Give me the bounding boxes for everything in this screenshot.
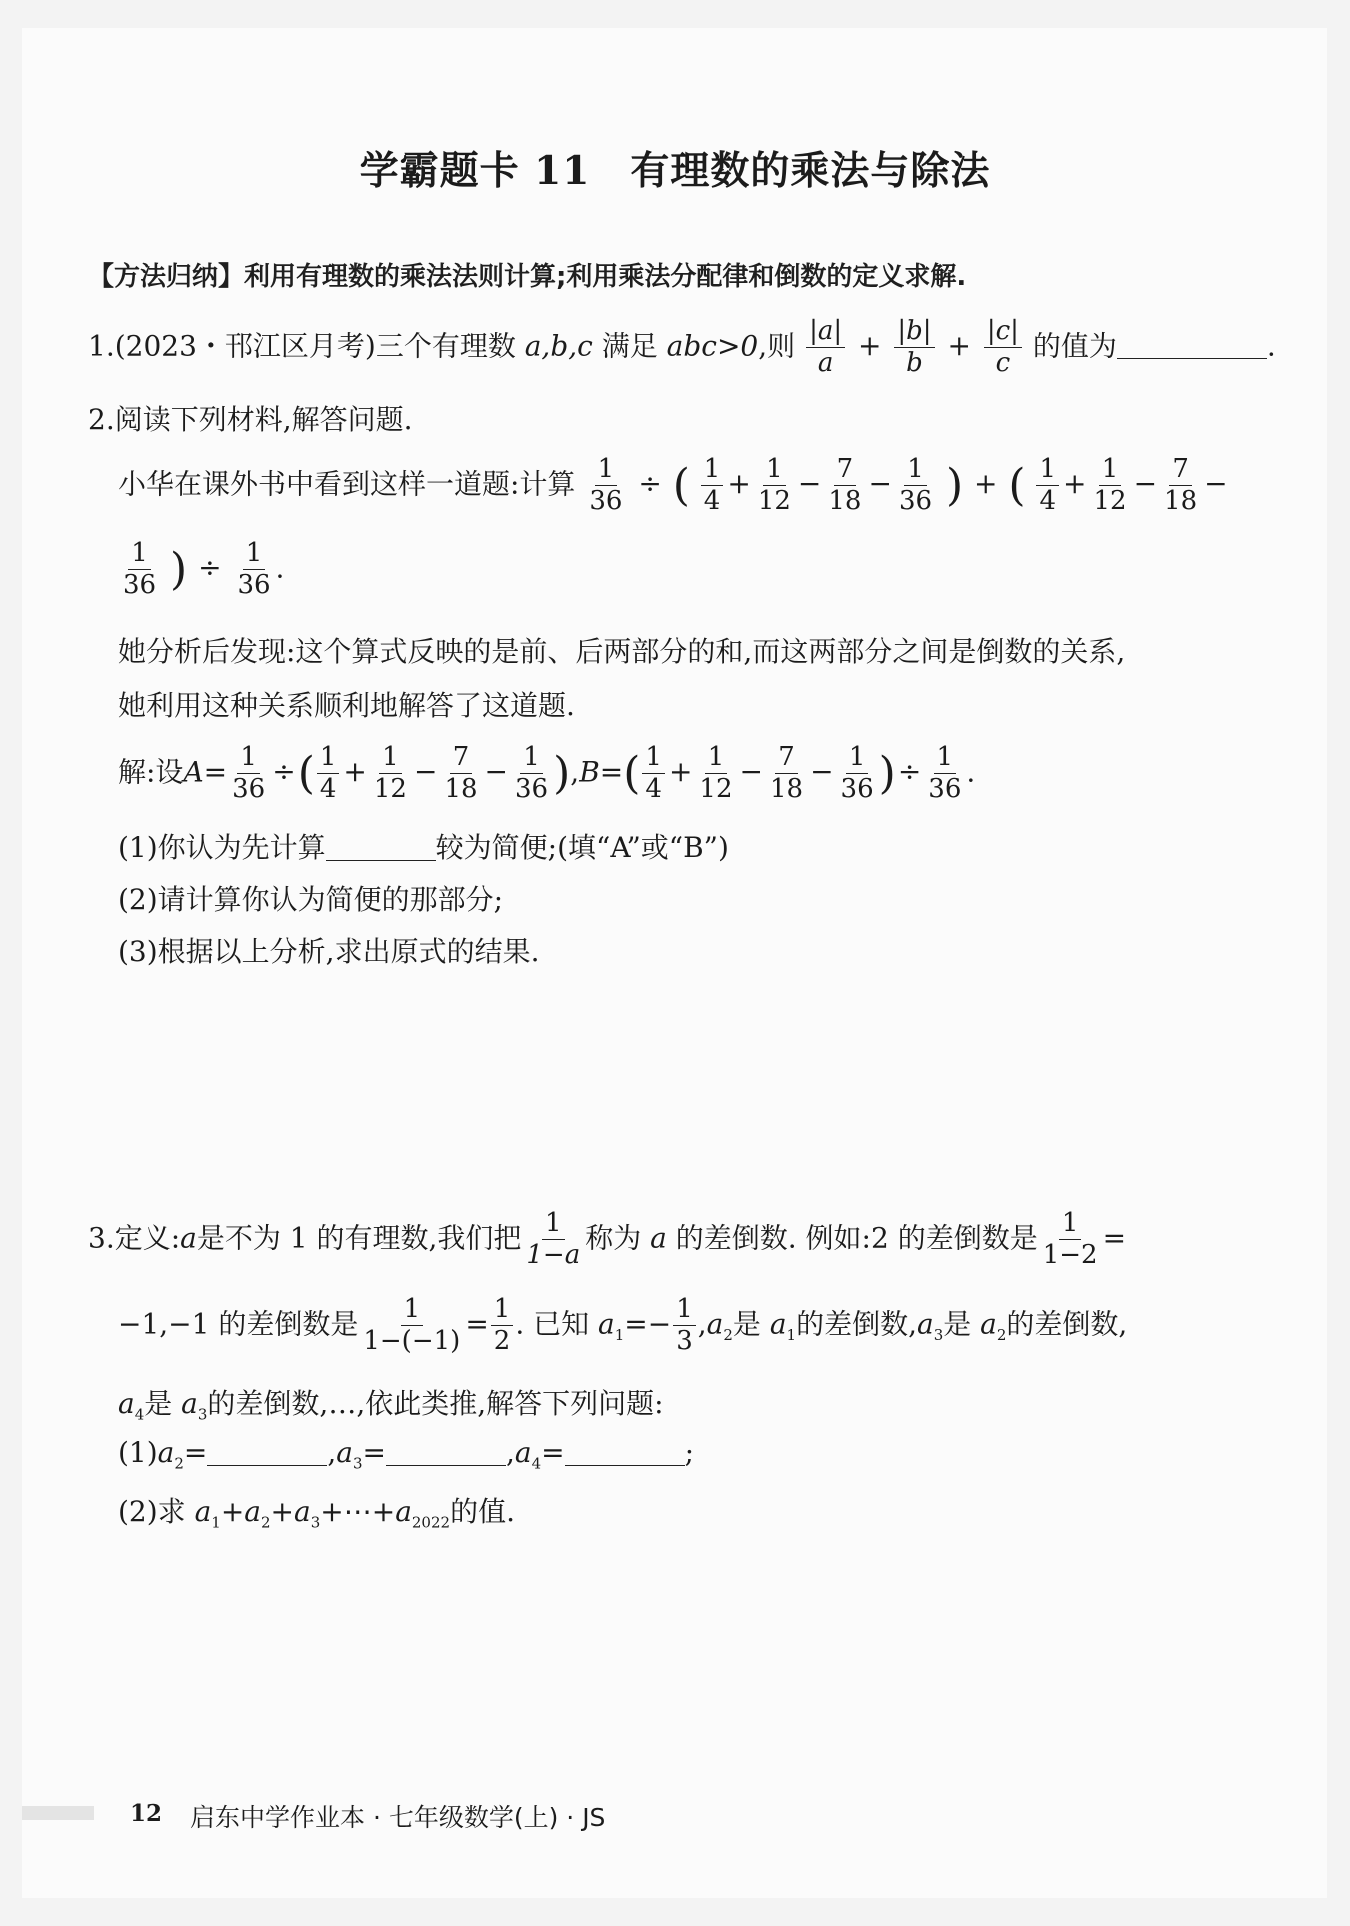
subscript: 2 (261, 1513, 271, 1532)
denominator: 1−2 (1042, 1240, 1098, 1271)
fraction (755, 456, 794, 516)
question-3-line3 (118, 1382, 664, 1424)
q1-then: ,则 (758, 329, 796, 363)
subscript: 1 (211, 1513, 221, 1532)
fraction (673, 1296, 696, 1356)
q2-sub1-text: (1)你认为先计算 (118, 831, 326, 864)
denominator: 18 (828, 486, 862, 517)
numerator: 1 (128, 540, 151, 570)
page-title (0, 140, 1350, 196)
denominator: 36 (237, 570, 271, 601)
left-paren: ( (623, 747, 641, 799)
answer-blank[interactable] (326, 836, 436, 861)
fraction (1161, 456, 1200, 516)
subscript: 3 (353, 1454, 363, 1473)
denominator: 1−a (526, 1240, 581, 1271)
q1-end: . (1266, 329, 1276, 363)
method-summary: 【方法归纳】利用有理数的乘法法则计算;利用乘法分配律和倒数的定义求解. (88, 262, 967, 292)
denominator: 18 (444, 774, 478, 805)
var-B: B (579, 755, 600, 789)
minus-sign: − (413, 755, 438, 789)
q3-text: 的值. (450, 1495, 515, 1528)
q1-mid: 满足 (601, 329, 658, 363)
numerator: 1 (763, 456, 786, 486)
q1-condition: abc>0 (666, 329, 759, 363)
subscript: 1 (614, 1325, 625, 1344)
denominator: 4 (645, 774, 662, 805)
q3-sub1 (118, 1436, 694, 1473)
fraction (441, 744, 480, 804)
q3-sub1-label: (1) (118, 1436, 158, 1469)
var-a: a (917, 1307, 934, 1341)
numerator: 7 (834, 456, 857, 486)
q2-solution-setup (118, 744, 975, 804)
var-a: a (650, 1221, 667, 1255)
numerator: 1 (401, 1296, 424, 1326)
q1-prefix: 1.(2023・邗江区月考)三个有理数 (88, 329, 516, 363)
q3-text: 的差倒数. 例如:2 的差倒数是 (675, 1221, 1038, 1255)
var-a: a (180, 1221, 197, 1255)
fraction (984, 318, 1022, 378)
q3-text: −1,−1 的差倒数是 (118, 1307, 359, 1341)
equals-sign: = (465, 1307, 489, 1341)
var-A: A (183, 755, 204, 789)
numerator: 7 (1169, 456, 1192, 486)
subscript: 3 (310, 1513, 321, 1532)
var-a: a (395, 1495, 412, 1528)
fraction (925, 744, 964, 804)
denominator: 12 (757, 486, 791, 517)
divide-sign: ÷ (638, 467, 662, 501)
fraction (896, 456, 935, 516)
fraction (234, 540, 273, 600)
numerator: 7 (450, 744, 473, 774)
q3-text: =− (624, 1307, 672, 1341)
minus-sign: − (797, 467, 822, 501)
denominator: 1−(−1) (363, 1326, 461, 1357)
q3-sub2 (118, 1490, 515, 1532)
title-prefix: 学霸题卡 11 (359, 148, 591, 194)
denominator: c (995, 348, 1011, 379)
subscript: 1 (786, 1325, 797, 1344)
var-a: a (980, 1307, 997, 1341)
answer-blank[interactable] (565, 1441, 685, 1466)
left-paren: ( (297, 747, 315, 799)
denominator: 36 (232, 774, 266, 805)
q2-story: 小华在课外书中看到这样一道题:计算 (118, 467, 576, 501)
denominator: a (817, 348, 834, 379)
solve-prefix: 解:设 (118, 755, 184, 789)
q3-sub2-label: (2)求 (118, 1495, 186, 1528)
subscript: 3 (933, 1325, 944, 1344)
var-a: a (336, 1436, 353, 1469)
numerator: |b| (894, 318, 934, 348)
minus-sign: − (810, 755, 834, 789)
subscript: 2 (723, 1325, 733, 1344)
equals-sign: = (203, 755, 228, 789)
minus-sign: − (1133, 467, 1158, 501)
question-2-expression-line1 (118, 456, 1230, 516)
question-3-line1 (88, 1210, 1126, 1270)
q3-text: 是 (144, 1387, 173, 1420)
q2-analysis-1: 她分析后发现:这个算式反映的是前、后两部分的和,而这两部分之间是倒数的关系, (118, 635, 1126, 668)
denominator: 18 (1164, 486, 1198, 517)
q2-sub1-hint: 较为简便;(填“A”或“B”) (435, 831, 729, 864)
denominator: 36 (928, 774, 962, 805)
denominator: 12 (699, 774, 733, 805)
ellipsis-sum: +⋯+ (320, 1495, 396, 1528)
right-paren: ) (945, 459, 964, 511)
plus-sign: + (220, 1495, 245, 1528)
denominator: 4 (703, 486, 721, 517)
right-paren: ) (553, 747, 571, 799)
denominator: 36 (898, 486, 933, 517)
fraction (120, 540, 159, 600)
answer-blank[interactable] (386, 1441, 506, 1466)
period: . (966, 755, 976, 789)
subscript: 2 (174, 1454, 184, 1473)
fraction (360, 1296, 463, 1356)
title-main: 有理数的乘法与除法 (630, 148, 991, 194)
question-2-expression-line2 (118, 540, 284, 600)
q3-text: 的差倒数,…,依此类推,解答下列问题: (207, 1387, 664, 1420)
denominator: 36 (515, 774, 549, 805)
numerator: 1 (542, 1210, 565, 1240)
left-paren: ( (1008, 459, 1026, 511)
book-title: 启东中学作业本 · 七年级数学(上) · JS (190, 1803, 606, 1832)
q2-analysis-2: 她利用这种关系顺利地解答了这道题. (118, 689, 575, 722)
var-a: a (294, 1495, 311, 1528)
q3-text: . 已知 (515, 1307, 590, 1341)
right-paren: ) (170, 543, 188, 595)
comma: , (570, 755, 580, 789)
subscript: 2022 (411, 1513, 451, 1532)
q3-text: 的差倒数, (796, 1307, 917, 1341)
fraction (512, 744, 551, 804)
subscript: 4 (531, 1454, 542, 1473)
var-a: a (769, 1307, 787, 1341)
minus-sign: − (868, 467, 892, 501)
numerator: 1 (904, 456, 927, 486)
fraction (701, 456, 724, 516)
denominator: 4 (319, 774, 337, 805)
denominator: 36 (589, 486, 623, 517)
numerator: 1 (1059, 1210, 1082, 1240)
denominator: 2 (493, 1326, 511, 1357)
plus-sign: + (270, 1495, 295, 1528)
var-a: a (598, 1307, 615, 1341)
fraction (825, 456, 864, 516)
numerator: 1 (491, 1296, 514, 1326)
numerator: |c| (984, 318, 1022, 348)
denominator: 36 (123, 570, 157, 601)
denominator: 4 (1039, 486, 1057, 517)
numerator: 1 (934, 744, 957, 774)
question-3-line2 (118, 1296, 1127, 1356)
numerator: 1 (237, 744, 260, 774)
scan-mark (22, 1806, 94, 1820)
fraction (229, 744, 268, 804)
fraction (894, 318, 934, 378)
var-a: a (194, 1495, 212, 1528)
q2-sub2: (2)请计算你认为简便的那部分; (118, 883, 504, 916)
fraction (491, 1296, 514, 1356)
plus-sign: + (947, 329, 971, 363)
divide-sign: ÷ (198, 551, 222, 585)
subscript: 4 (134, 1405, 145, 1424)
equals-sign: = (362, 1436, 387, 1469)
denominator: b (906, 348, 923, 379)
fraction (523, 1210, 583, 1270)
fraction (767, 744, 806, 804)
answer-blank[interactable] (207, 1441, 327, 1466)
minus-sign: − (739, 755, 763, 789)
var-a: a (706, 1307, 724, 1341)
q3-text: 是 (943, 1307, 972, 1341)
numerator: 1 (317, 744, 340, 774)
numerator: 1 (642, 744, 665, 774)
question-1 (88, 318, 1276, 378)
denominator: 18 (769, 774, 804, 805)
answer-blank[interactable] (1117, 334, 1267, 359)
numerator: |a| (806, 318, 845, 348)
left-paren: ( (672, 459, 690, 511)
denominator: 3 (676, 1326, 693, 1357)
comma: , (506, 1436, 515, 1469)
var-a: a (181, 1387, 198, 1420)
fraction (1036, 456, 1059, 516)
q1-vars: a,b,c (524, 329, 593, 363)
fraction (1040, 1210, 1101, 1270)
numerator: 1 (673, 1296, 696, 1326)
numerator: 1 (705, 744, 728, 774)
period: . (275, 551, 285, 585)
comma: , (697, 1307, 707, 1341)
fraction (371, 744, 410, 804)
q2-sub3: (3)根据以上分析,求出原式的结果. (118, 935, 540, 968)
plus-sign: + (974, 467, 998, 501)
numerator: 1 (379, 744, 402, 774)
var-a: a (118, 1387, 135, 1420)
numerator: 1 (846, 744, 869, 774)
fraction (838, 744, 877, 804)
fraction (642, 744, 665, 804)
plus-sign: + (668, 755, 693, 789)
semicolon: ; (684, 1436, 695, 1469)
var-a: a (244, 1495, 261, 1528)
equals-sign: = (599, 755, 624, 789)
numerator: 7 (775, 744, 798, 774)
denominator: 12 (1093, 486, 1127, 517)
fraction (1090, 456, 1129, 516)
q3-definition: 3.定义: (88, 1221, 181, 1255)
var-a: a (514, 1436, 532, 1469)
numerator: 1 (701, 456, 724, 486)
equals-sign: = (1102, 1221, 1127, 1255)
divide-sign: ÷ (272, 755, 296, 789)
denominator: 36 (840, 774, 874, 805)
comma: , (327, 1436, 337, 1469)
q3-text: 是不为 1 的有理数,我们把 (196, 1221, 522, 1255)
q3-text: 称为 (585, 1221, 642, 1255)
q1-suffix: 的值为 (1032, 329, 1117, 363)
page-number: 12 (130, 1800, 163, 1827)
subscript: 3 (197, 1405, 208, 1424)
minus-sign: − (1204, 467, 1228, 501)
q3-text: 的差倒数, (1006, 1307, 1128, 1341)
numerator: 1 (595, 456, 618, 486)
plus-sign: + (858, 329, 882, 363)
numerator: 1 (1099, 456, 1122, 486)
q2-sub1 (118, 826, 729, 866)
equals-sign: = (183, 1436, 208, 1469)
q3-text: 是 (732, 1307, 761, 1341)
equals-sign: = (541, 1436, 565, 1469)
numerator: 1 (1036, 456, 1059, 486)
plus-sign: + (1063, 467, 1087, 501)
denominator: 12 (373, 774, 407, 805)
plus-sign: + (343, 755, 367, 789)
numerator: 1 (243, 540, 266, 570)
minus-sign: − (484, 755, 509, 789)
divide-sign: ÷ (897, 755, 922, 789)
plus-sign: + (727, 467, 751, 501)
fraction (586, 456, 625, 516)
fraction (806, 318, 845, 378)
right-paren: ) (878, 747, 896, 799)
numerator: 1 (520, 744, 543, 774)
subscript: 2 (996, 1325, 1007, 1344)
question-2-intro: 2.阅读下列材料,解答问题. (88, 403, 413, 436)
fraction (696, 744, 735, 804)
fraction (317, 744, 340, 804)
var-a: a (157, 1436, 175, 1469)
